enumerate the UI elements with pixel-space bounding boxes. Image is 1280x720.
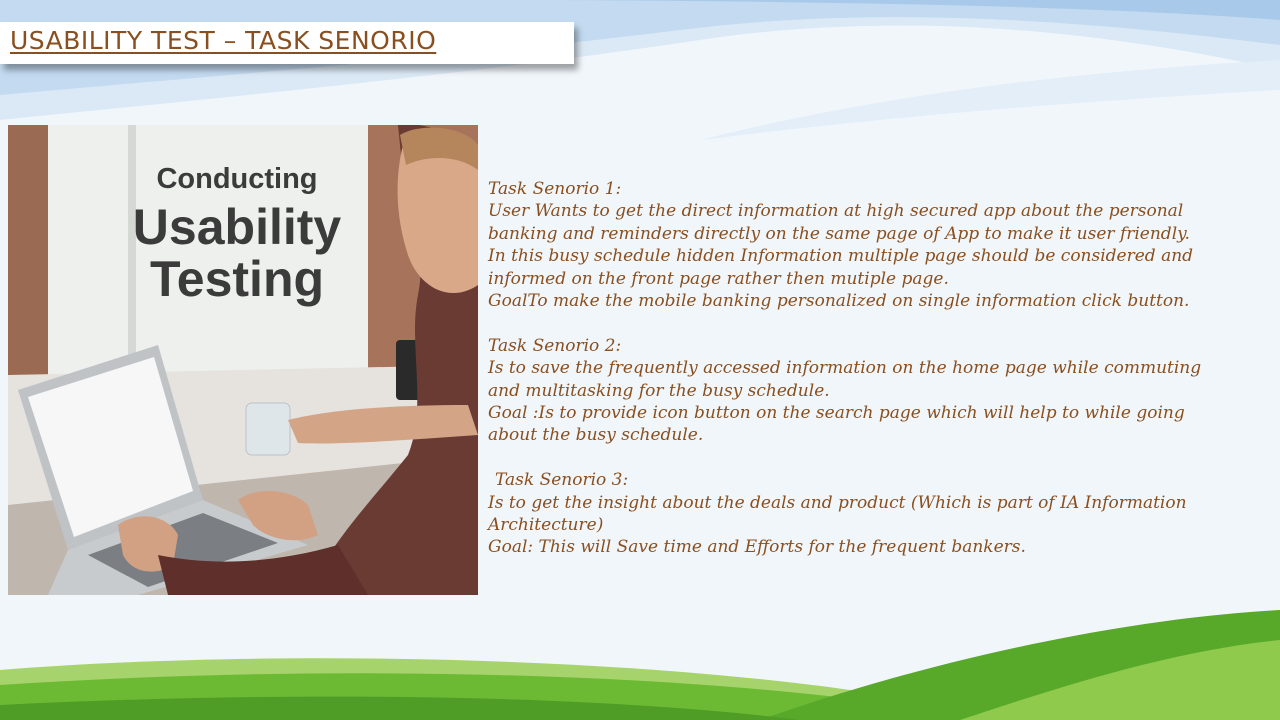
task-heading: Task Senorio 1:	[488, 179, 622, 199]
task-line: Goal :Is to provide icon button on the search page which will help to while going	[488, 403, 1185, 424]
task-scenarios	[488, 178, 1278, 559]
task-line: about the busy schedule.	[488, 425, 704, 446]
slide-title: USABILITY TEST – TASK SENORIO	[10, 26, 437, 55]
usability-testing-photo	[8, 125, 478, 595]
task-scenario-1	[488, 178, 1278, 312]
task-line: In this busy schedule hidden Information multiple page should be considered and	[488, 246, 1194, 267]
top-wave-decoration	[0, 0, 1280, 140]
task-scenario-3	[488, 469, 1278, 559]
task-line: Goal: This will Save time and Efforts for the frequent bankers.	[488, 537, 1026, 558]
photo-caption-line1: Conducting	[156, 163, 318, 195]
spacer	[488, 447, 1278, 469]
task-line: GoalTo make the mobile banking personalized on single information click button.	[488, 291, 1190, 312]
task-line: Is to save the frequently accessed information on the home page while commuting	[488, 358, 1202, 379]
task-line: Is to get the insight about the deals and product (Which is part of IA Information	[488, 492, 1187, 513]
grass-decoration	[0, 610, 1280, 720]
photo-caption-line2: Usability	[132, 199, 342, 255]
task-line: User Wants to get the direct information at high secured app about the personal	[488, 201, 1184, 222]
spacer	[488, 312, 1278, 334]
task-line: banking and reminders directly on the same page of App to make it user friendly.	[488, 223, 1190, 244]
task-line: and multitasking for the busy schedule.	[488, 380, 830, 401]
task-heading: Task Senorio 3:	[495, 470, 629, 491]
task-scenario-2	[488, 335, 1278, 447]
photo-caption-line3: Testing	[149, 251, 325, 307]
task-heading: Task Senorio 2:	[488, 335, 622, 356]
title-banner	[0, 22, 574, 64]
task-line: informed on the front page rather then mutiple page.	[488, 268, 949, 289]
task-line: Architecture)	[488, 515, 604, 536]
